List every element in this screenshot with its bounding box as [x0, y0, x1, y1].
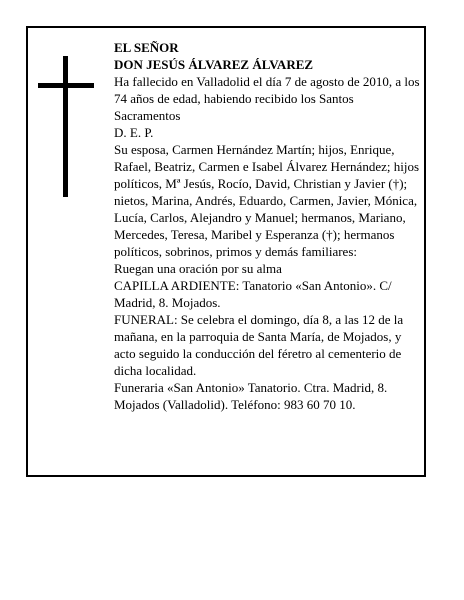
- cross-horizontal-bar: [38, 83, 94, 88]
- prayer-request-line: Ruegan una oración por su alma: [114, 261, 282, 276]
- family-paragraph: Su esposa, Carmen Hernández Martín; hijos, Enrique, Rafael, Beatriz, Carmen e Isabel Álvarez Hernández; hijos políticos, Mª Jesús, Rocío, David, Christian y Javier (†); nietos, Marina, Andrés, Eduardo, Carmen, Javier, Mónica, Lucía, Carlos, Alejandro y Manuel; hermanos, Mariano, Mercedes, Teresa, Maribel y Esperanza (†); hermanos políticos, sobrinos, primos y demás familiares:: [114, 142, 419, 259]
- heading-title: EL SEÑOR: [114, 40, 179, 55]
- funeral-home-paragraph: Funeraria «San Antonio» Tanatorio. Ctra. Madrid, 8. Mojados (Valladolid). Teléfono: 983 60 70 10.: [114, 380, 388, 412]
- funeral-chapel-paragraph: CAPILLA ARDIENTE: Tanatorio «San Antonio». C/ Madrid, 8. Mojados.: [114, 278, 392, 310]
- deceased-name: DON JESÚS ÁLVAREZ ÁLVAREZ: [114, 57, 314, 72]
- rest-in-peace-line: D. E. P.: [114, 125, 154, 140]
- announcement-paragraph: Ha fallecido en Valladolid el día 7 de agosto de 2010, a los 74 años de edad, habiendo recibido los Santos Sacramentos: [114, 74, 420, 123]
- cross-vertical-bar: [63, 56, 68, 197]
- funeral-service-paragraph: FUNERAL: Se celebra el domingo, día 8, a las 12 de la mañana, en la parroquia de Santa María, de Mojados, y acto seguido la conducción del féretro al cementerio de dicha localidad.: [114, 312, 404, 378]
- obituary-text: [114, 39, 420, 413]
